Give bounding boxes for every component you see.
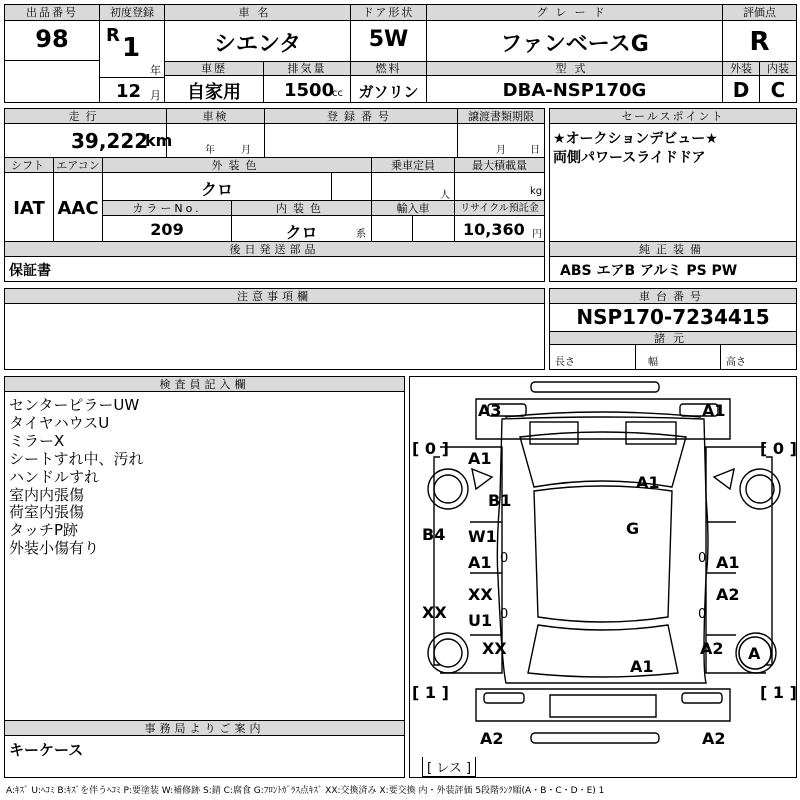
mark-b1: B1	[488, 491, 512, 510]
displacement-label: 排気量	[264, 62, 350, 76]
lot-label: 出品番号	[5, 5, 99, 21]
office-value: キーケース	[9, 741, 84, 759]
first-reg-year: 1	[122, 33, 141, 63]
mark-a1-right-door: A1	[716, 553, 740, 572]
transfer-day: 日	[530, 145, 540, 156]
model-box	[426, 61, 723, 103]
inspection-box	[166, 108, 265, 158]
grade-label: グレード	[427, 5, 722, 21]
inspection-month: 月	[241, 145, 251, 156]
int-score-box	[759, 61, 797, 103]
inspector-line-1: センターピラーUW	[9, 396, 140, 414]
mark-a2-right-quarter: A2	[700, 639, 724, 658]
inspector-line-9: 外装小傷有り	[9, 539, 100, 557]
fuel-label: 燃料	[351, 62, 426, 76]
mileage-unit: km	[145, 131, 173, 150]
ext-score-value: D	[732, 78, 750, 102]
notes-label: 注意事項欄	[5, 289, 544, 304]
car-name-value: シエンタ	[213, 32, 302, 57]
first-reg-era: R	[106, 25, 120, 46]
aircon-value: AAC	[57, 198, 99, 219]
fuel-value: ガソリン	[358, 83, 419, 101]
inspector-line-2: タイヤハウスU	[9, 414, 110, 432]
mark-a2-right-rear: A2	[716, 585, 740, 604]
capacity-unit: 人	[440, 190, 450, 201]
grade-box	[426, 4, 723, 62]
displacement-value: 1500	[284, 80, 335, 101]
tread-rear-right: [ 1 ]	[760, 683, 797, 702]
aircon-label: エアコン	[54, 158, 102, 173]
mark-a2-rear-left: A2	[480, 729, 504, 748]
int-color-suffix: 系	[356, 229, 366, 240]
mark-a1-front-right: A1	[702, 401, 726, 420]
mark-xx-left-side: XX	[422, 603, 447, 622]
later-parts-value: 保証書	[9, 263, 51, 279]
tread-front-right: [ 0 ]	[760, 439, 797, 458]
recycle-unit: 円	[532, 229, 542, 240]
shift-box	[4, 157, 54, 242]
ext-color-value: クロ	[200, 180, 233, 199]
int-color-label: 内装色	[232, 201, 371, 216]
score-value: R	[749, 27, 770, 57]
inspector-box	[4, 376, 405, 721]
mileage-label: 走行	[5, 109, 166, 124]
displacement-unit: cc	[332, 88, 343, 99]
genuine-equip-label: 純正装備	[550, 242, 796, 257]
score-box	[722, 4, 797, 62]
door-box	[350, 4, 427, 62]
mark-a1-hood: A1	[636, 473, 660, 492]
specs-label: 諸元	[550, 331, 796, 345]
ext-score-label: 外装	[723, 62, 759, 76]
import-box	[371, 200, 455, 242]
shift-label: シフト	[5, 158, 53, 173]
model-label: 型式	[427, 62, 722, 76]
mark-xx-left-rear: XX	[468, 585, 493, 604]
inspector-line-5: ハンドルすれ	[9, 468, 100, 486]
int-color-box	[231, 200, 372, 242]
inspector-line-3: ミラーX	[9, 432, 65, 450]
color-no-label: カラーNo.	[103, 201, 231, 216]
lot-blank	[4, 60, 100, 103]
max-load-unit: kg	[530, 186, 543, 197]
max-load-box	[454, 157, 545, 201]
specs-length: 長さ	[555, 357, 575, 368]
damage-diagram	[409, 376, 797, 778]
ext-color-label: 外装色	[103, 158, 371, 173]
mark-a1-left-door: A1	[468, 553, 492, 572]
mileage-value: 39,222	[71, 129, 149, 153]
car-name-box	[164, 4, 351, 62]
ext-score-box	[722, 61, 760, 103]
inspector-label: 検査員記入欄	[5, 377, 404, 392]
score-label: 評価点	[723, 5, 796, 21]
door-label: ドア形状	[351, 5, 426, 21]
mark-b4: B4	[422, 525, 446, 544]
zero-mark-3: 0	[500, 607, 509, 622]
color-no-value: 209	[150, 220, 184, 239]
first-reg-box	[99, 4, 165, 103]
inspector-line-8: タッチP跡	[9, 521, 79, 539]
int-score-label: 内装	[760, 62, 796, 76]
specs-width: 幅	[648, 357, 658, 368]
mark-a1-front-left: A1	[468, 449, 492, 468]
recycle-value: 10,360	[463, 220, 525, 239]
first-reg-month-unit: 月	[150, 89, 161, 102]
sales-points-box	[549, 108, 797, 257]
chassis-label: 車台番号	[550, 289, 796, 304]
recycle-label: リサイクル預託金	[455, 201, 544, 216]
ext-color-box	[102, 157, 372, 201]
aircon-box	[53, 157, 103, 242]
mark-xx-left-quarter: XX	[482, 639, 507, 658]
color-no-box	[102, 200, 232, 242]
first-reg-year-unit: 年	[150, 64, 161, 77]
inspection-label: 車検	[167, 109, 264, 124]
first-reg-month: 12	[116, 81, 142, 102]
capacity-box	[371, 157, 455, 201]
sales-point-1: ★オークションデビュー★	[553, 131, 718, 147]
model-value: DBA-NSP170G	[502, 80, 647, 101]
inspection-year: 年	[205, 145, 215, 156]
transfer-label: 譲渡書類期限	[458, 109, 544, 124]
sales-points-label: セールスポイント	[550, 109, 796, 124]
fuel-box	[350, 61, 427, 103]
chassis-box	[549, 288, 797, 370]
inspector-line-4: シートすれ中、汚れ	[9, 450, 144, 468]
displacement-box	[263, 61, 351, 103]
car-outline	[410, 377, 796, 777]
registration-label: 登録番号	[265, 109, 457, 124]
mark-u1: U1	[468, 611, 493, 630]
door-value: 5W	[368, 27, 409, 52]
tread-rear-left: [ 1 ]	[412, 683, 449, 702]
int-color-value: クロ	[285, 223, 318, 242]
capacity-label: 乗車定員	[372, 158, 454, 173]
history-box	[164, 61, 264, 103]
tread-front-left: [ 0 ]	[412, 439, 449, 458]
mark-a3-front: A3	[478, 401, 502, 420]
mark-g: G	[626, 519, 640, 538]
mark-a-wheel: A	[748, 644, 761, 663]
zero-mark-4: 0	[698, 607, 707, 622]
office-label: 事務局よりご案内	[5, 721, 404, 736]
transfer-month: 月	[496, 145, 506, 156]
mark-w1: W1	[468, 527, 497, 546]
max-load-label: 最大積載量	[455, 158, 544, 173]
car-name-label: 車名	[165, 5, 350, 21]
recycle-box	[454, 200, 545, 242]
first-reg-label: 初度登録	[100, 5, 164, 21]
transfer-box	[457, 108, 545, 158]
inspector-line-7: 荷室内張傷	[9, 503, 85, 521]
mark-a1-rear: A1	[630, 657, 654, 676]
grade-value: ファンベースG	[500, 32, 649, 57]
genuine-equip-box	[549, 241, 797, 282]
chassis-value: NSP170-7234415	[576, 305, 770, 329]
office-box	[4, 720, 405, 778]
sales-point-2: 両側パワースライドドア	[553, 150, 706, 166]
mileage-box	[4, 108, 173, 158]
registration-box	[264, 108, 458, 158]
zero-mark-1: 0	[500, 551, 509, 566]
later-parts-box	[4, 241, 545, 282]
inspector-line-6: 室内内張傷	[9, 486, 85, 504]
later-parts-label: 後日発送部品	[5, 242, 544, 257]
history-label: 車歴	[165, 62, 263, 76]
tread-spare: [ レス ]	[422, 757, 476, 777]
import-label: 輸入車	[372, 201, 454, 216]
history-value: 自家用	[187, 82, 241, 103]
lot-box	[4, 4, 100, 61]
int-score-value: C	[770, 78, 786, 102]
legend: A:ｷｽﾞ U:ﾍｺﾐ B:ｷｽﾞを伴うﾍｺﾐ P:要塗装 W:補修跡 S:錆 C:腐食 G:ﾌﾛﾝﾄｶﾞﾗｽ点ｷｽﾞ XX:交換済み X:要交換 内・外装評価 5段階ﾗﾝｸ順(A・B・C・D・E) 1	[6, 786, 605, 796]
shift-value: IAT	[13, 198, 45, 219]
mark-a2-rear-right: A2	[702, 729, 726, 748]
lot-value: 98	[35, 25, 69, 53]
zero-mark-2: 0	[698, 551, 707, 566]
specs-height: 高さ	[726, 357, 746, 368]
genuine-equip-value: ABS エアB アルミ PS PW	[560, 263, 738, 279]
notes-box	[4, 288, 545, 370]
